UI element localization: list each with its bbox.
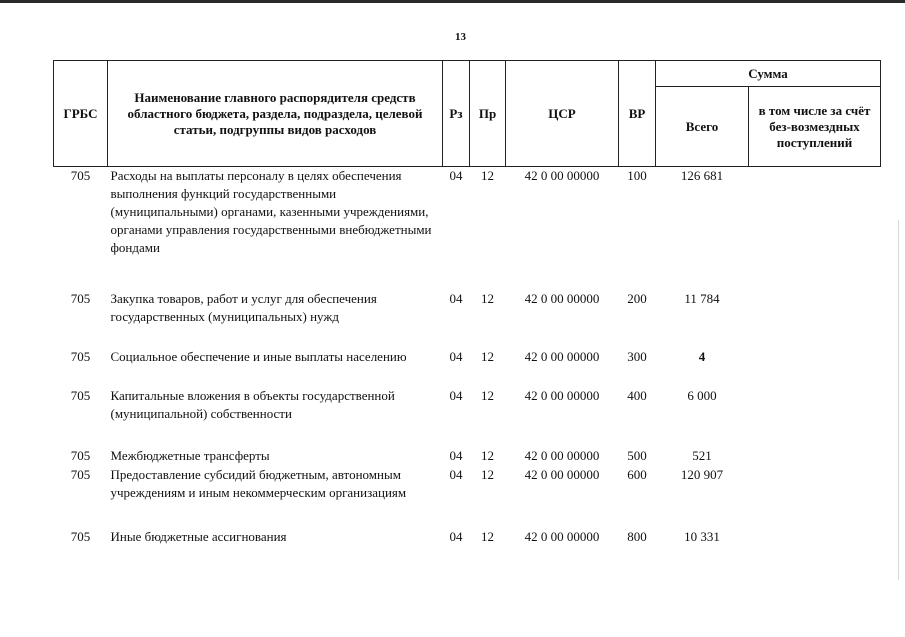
cell-pr: 12 [481, 348, 494, 364]
cell-rz: 04 [449, 447, 463, 463]
cell-name: Закупка товаров, работ и услуг для обеспечения государственных (муниципальных) нужд [110, 290, 377, 324]
table-row [54, 466, 881, 528]
cell-total: 521 [692, 447, 712, 463]
header-pr: Пр [470, 61, 506, 167]
header-incl: в том числе за счёт без-возмездных поступлений [749, 87, 881, 167]
cell-rz: 04 [449, 290, 463, 306]
cell-name: Предоставление субсидий бюджетным, автономным учреждениям и иным некоммерческим организациям [110, 466, 407, 500]
cell-grbs: 705 [70, 168, 91, 183]
table-row [54, 290, 881, 348]
cell-incl [749, 290, 881, 348]
cell-vr: 200 [627, 290, 647, 306]
cell-pr: 12 [481, 528, 494, 544]
cell-total: 126 681 [680, 168, 724, 183]
cell-rz: 04 [449, 528, 463, 544]
cell-csr: 42 0 00 00000 [524, 447, 600, 463]
table-row [54, 528, 881, 548]
cell-name: Расходы на выплаты персоналу в целях обеспечения выполнения функций государственными (муниципальными) органами, казенными учреждениями, органами управления государственными внебюджетными фондами [110, 168, 432, 255]
header-vr: ВР [619, 61, 656, 167]
cell-grbs: 705 [70, 290, 91, 306]
cell-pr: 12 [481, 168, 494, 183]
cell-rz: 04 [449, 387, 463, 403]
scan-edge-right [898, 220, 899, 580]
cell-name: Иные бюджетные ассигнования [110, 528, 287, 544]
cell-vr: 100 [627, 168, 647, 183]
cell-total: 11 784 [684, 290, 720, 306]
header-sum: Сумма [656, 61, 881, 87]
cell-rz: 04 [449, 168, 463, 183]
cell-vr: 600 [627, 466, 647, 482]
cell-total: 10 331 [684, 528, 720, 544]
cell-incl [749, 387, 881, 447]
cell-grbs: 705 [70, 447, 91, 463]
cell-csr: 42 0 00 00000 [524, 466, 600, 482]
cell-grbs: 705 [70, 348, 91, 364]
table-row [54, 348, 881, 387]
cell-grbs: 705 [70, 387, 91, 403]
budget-table [53, 60, 881, 548]
cell-incl [749, 528, 881, 548]
cell-name: Капитальные вложения в объекты государственной (муниципальной) собственности [110, 387, 395, 421]
cell-vr: 300 [627, 348, 647, 364]
cell-total: 6 000 [687, 387, 717, 403]
cell-vr: 800 [627, 528, 647, 544]
cell-pr: 12 [481, 290, 494, 306]
page-number: 13 [455, 31, 466, 43]
header-rz: Рз [443, 61, 470, 167]
table-row [54, 447, 881, 466]
cell-vr: 500 [627, 447, 647, 463]
cell-total: 4 [698, 348, 706, 364]
scan-edge [0, 0, 905, 3]
cell-incl [749, 447, 881, 466]
header-total: Всего [656, 87, 749, 167]
header-name: Наименование главного распорядителя средств областного бюджета, раздела, подраздела, целевой статьи, подгруппы видов расходов [108, 61, 443, 167]
cell-incl [749, 348, 881, 387]
table-row [54, 387, 881, 447]
cell-csr: 42 0 00 00000 [524, 528, 600, 544]
cell-pr: 12 [481, 466, 494, 482]
header-csr: ЦСР [506, 61, 619, 167]
cell-csr: 42 0 00 00000 [524, 387, 600, 403]
cell-rz: 04 [449, 348, 463, 364]
cell-grbs: 705 [70, 528, 91, 544]
table-row [54, 167, 881, 290]
cell-pr: 12 [481, 447, 494, 463]
cell-rz: 04 [449, 466, 463, 482]
cell-incl [749, 167, 881, 290]
cell-vr: 400 [627, 387, 647, 403]
cell-name: Межбюджетные трансферты [110, 447, 270, 463]
cell-name: Социальное обеспечение и иные выплаты населению [110, 348, 407, 364]
header-grbs: ГРБС [54, 61, 108, 167]
cell-csr: 42 0 00 00000 [524, 290, 600, 306]
cell-total: 120 907 [680, 466, 724, 482]
cell-pr: 12 [481, 387, 494, 403]
cell-incl [749, 466, 881, 528]
cell-grbs: 705 [70, 466, 91, 482]
cell-csr: 42 0 00 00000 [524, 348, 600, 364]
cell-csr: 42 0 00 00000 [524, 168, 600, 183]
